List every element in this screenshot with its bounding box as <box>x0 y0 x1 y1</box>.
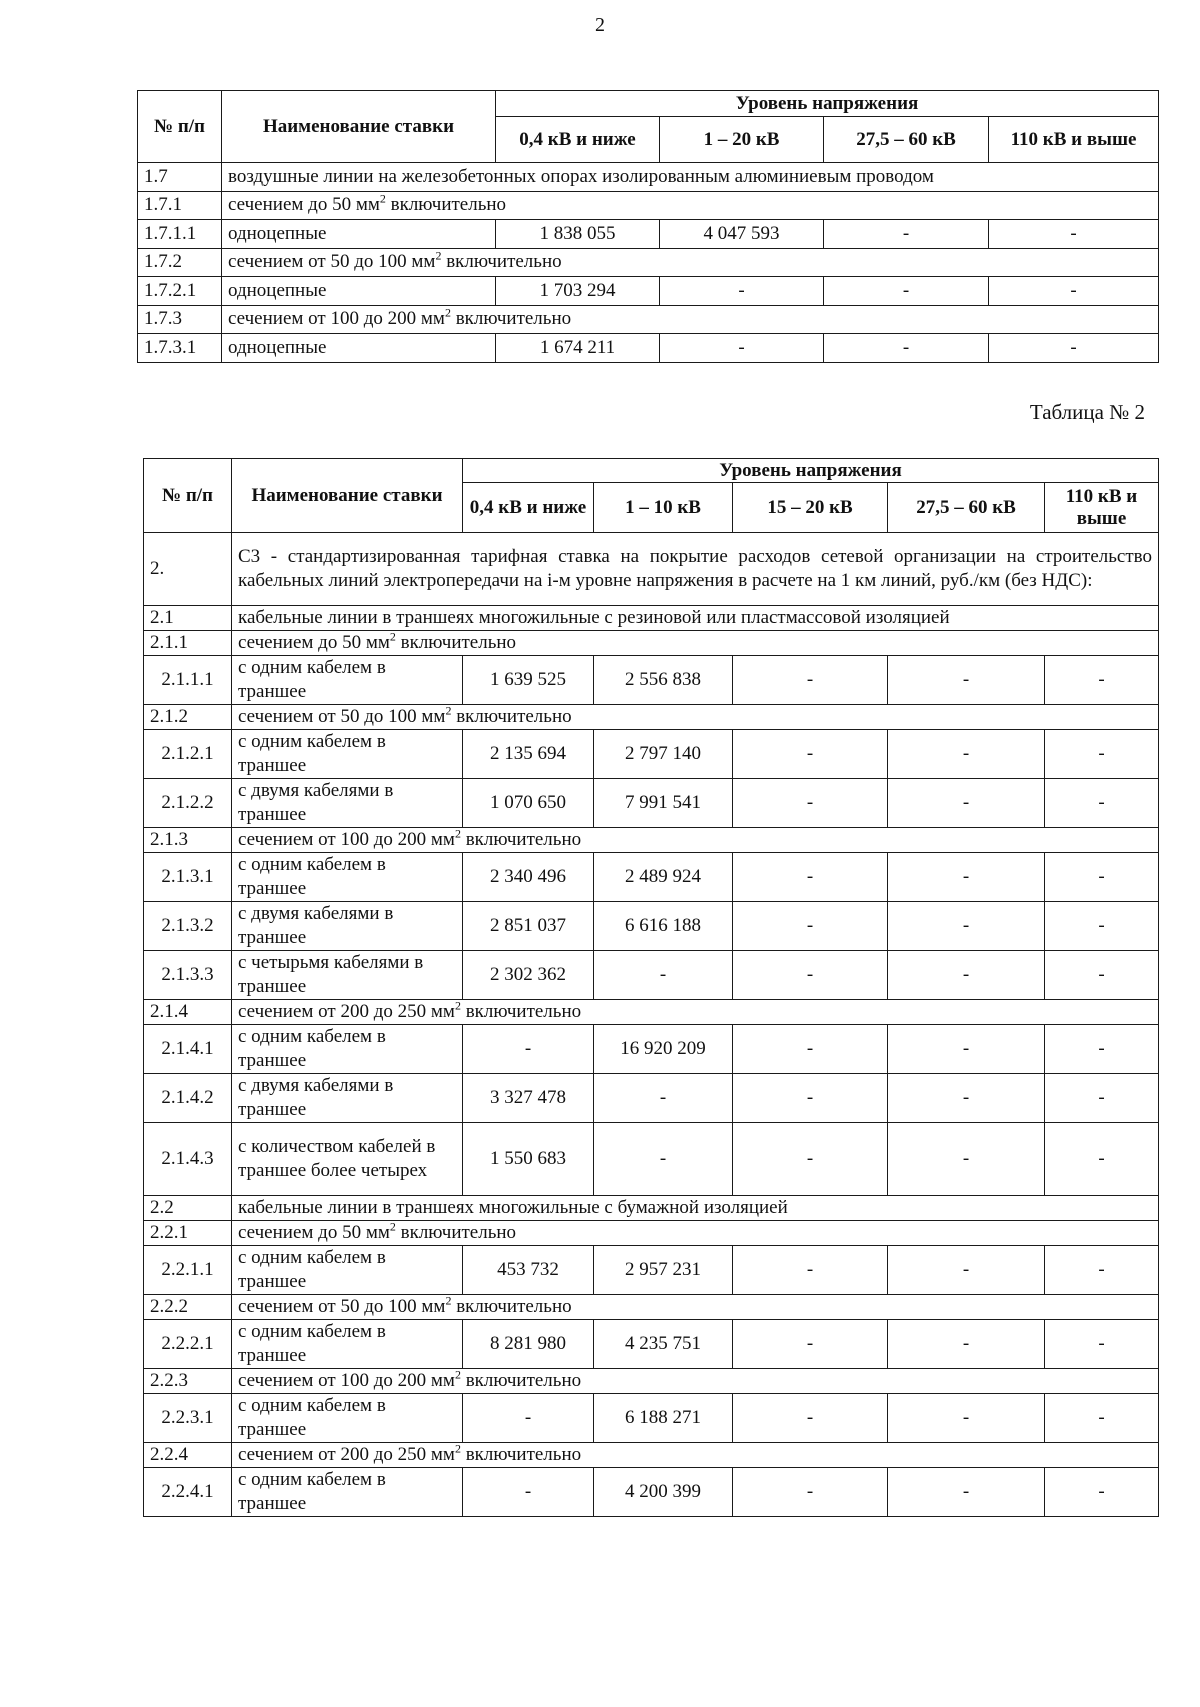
section-title-suffix: включительно <box>441 251 562 273</box>
section-title: воздушные линии на железобетонных опорах изолированным алюминиевым проводом <box>222 163 1159 192</box>
row-number: 2.1.3.1 <box>144 853 232 902</box>
section-title-text: сечением от 50 до 100 мм <box>238 706 446 727</box>
table2-body <box>144 533 1159 1517</box>
rate-name: с двумя кабелями в траншее <box>232 1074 463 1123</box>
section-title <box>222 191 1159 220</box>
rate-name: с одним кабелем в траншее <box>232 1468 463 1517</box>
rate-value: - <box>1045 1320 1159 1369</box>
header-name: Наименование ставки <box>222 91 496 163</box>
row-number: 2.2.4 <box>144 1443 232 1468</box>
row-number: 1.7.2.1 <box>138 277 222 306</box>
row-number: 2.1.1 <box>144 631 232 656</box>
section-title-suffix: включительно <box>395 632 517 653</box>
section-title-suffix: включительно <box>450 308 572 330</box>
header-level: 1 – 10 кВ <box>594 483 733 533</box>
rate-value: 2 489 924 <box>594 853 733 902</box>
row-number: 2.1.3.3 <box>144 951 232 1000</box>
rate-value: - <box>888 902 1045 951</box>
row-number: 2.1.4 <box>144 1000 232 1025</box>
rate-value: - <box>1045 951 1159 1000</box>
unit-exponent: 2 <box>444 305 451 320</box>
rate-value: - <box>1045 853 1159 902</box>
tariff-table-1 <box>137 90 1159 363</box>
table-row <box>144 1394 1159 1443</box>
row-number: 1.7.1 <box>138 191 222 220</box>
section-title-text: сечением до 50 мм <box>238 1222 390 1243</box>
header-num: № п/п <box>138 91 222 163</box>
rate-value: - <box>824 334 989 363</box>
section-title-text: сечением от 100 до 200 мм <box>228 308 445 330</box>
section-title-suffix: включительно <box>460 1370 582 1391</box>
row-number: 2.1.2.1 <box>144 730 232 779</box>
unit-exponent: 2 <box>454 1442 461 1456</box>
table-row <box>144 853 1159 902</box>
table-row <box>144 1320 1159 1369</box>
section-title <box>232 631 1159 656</box>
rate-value: 7 991 541 <box>594 779 733 828</box>
rate-value: - <box>733 1394 888 1443</box>
row-number: 2.2.3.1 <box>144 1394 232 1443</box>
rate-value: - <box>660 277 824 306</box>
header-level: 15 – 20 кВ <box>733 483 888 533</box>
header-level: 0,4 кВ и ниже <box>496 117 660 163</box>
row-number: 2.2.2.1 <box>144 1320 232 1369</box>
rate-name: одноцепные <box>222 334 496 363</box>
header-name: Наименование ставки <box>232 459 463 533</box>
section-row <box>138 248 1159 277</box>
rate-name: с количеством кабелей в траншее более четырех <box>232 1123 463 1196</box>
rate-value: - <box>594 951 733 1000</box>
rate-value: - <box>1045 1468 1159 1517</box>
section-title <box>232 1295 1159 1320</box>
table-row <box>138 220 1159 249</box>
rate-value: 16 920 209 <box>594 1025 733 1074</box>
unit-exponent: 2 <box>389 1220 396 1234</box>
header-voltage-group: Уровень напряжения <box>463 459 1159 483</box>
section-title <box>232 1443 1159 1468</box>
rate-name: с одним кабелем в траншее <box>232 1246 463 1295</box>
section-title-suffix: включительно <box>451 706 572 727</box>
section-title: кабельные линии в траншеях многожильные с резиновой или пластмассовой изоляцией <box>232 606 1159 631</box>
row-number: 2.2.4.1 <box>144 1468 232 1517</box>
row-number: 1.7.2 <box>138 248 222 277</box>
table1-body <box>138 163 1159 363</box>
rate-name: с одним кабелем в траншее <box>232 853 463 902</box>
header-level: 1 – 20 кВ <box>660 117 824 163</box>
rate-value: - <box>1045 730 1159 779</box>
section-title-suffix: включительно <box>460 829 582 850</box>
rate-value: - <box>888 1025 1045 1074</box>
section-title-suffix: включительно <box>460 1001 582 1022</box>
intro-row <box>144 533 1159 606</box>
rate-name: с четырьмя кабелями в траншее <box>232 951 463 1000</box>
rate-value: - <box>888 1074 1045 1123</box>
rate-value: - <box>888 1394 1045 1443</box>
rate-name: с одним кабелем в траншее <box>232 1394 463 1443</box>
rate-value: - <box>733 853 888 902</box>
row-number: 2.1 <box>144 606 232 631</box>
rate-value: - <box>1045 902 1159 951</box>
section-title-text: сечением от 50 до 100 мм <box>228 251 436 273</box>
table-row <box>138 334 1159 363</box>
rate-value: - <box>989 277 1159 306</box>
table-row <box>144 1468 1159 1517</box>
unit-exponent: 2 <box>435 248 442 263</box>
rate-value: - <box>733 656 888 705</box>
row-number: 2.1.4.3 <box>144 1123 232 1196</box>
table-row <box>144 1123 1159 1196</box>
intro-description: С3 - стандартизированная тарифная ставка на покрытие расходов сетевой организации на строительство кабельных линий электропередачи на i-м уровне напряжения в расчете на 1 км линий, руб./км (без НДС): <box>232 533 1159 606</box>
rate-value: - <box>888 1246 1045 1295</box>
header-level: 110 кВ и выше <box>989 117 1159 163</box>
section-row <box>144 631 1159 656</box>
rate-value: - <box>989 220 1159 249</box>
row-number: 2.1.2.2 <box>144 779 232 828</box>
rate-value: - <box>733 1468 888 1517</box>
unit-exponent: 2 <box>445 1294 452 1308</box>
rate-name: с одним кабелем в траншее <box>232 730 463 779</box>
tariff-table-2 <box>143 458 1159 1517</box>
unit-exponent: 2 <box>454 827 461 841</box>
rate-value: 3 327 478 <box>463 1074 594 1123</box>
rate-value: 2 957 231 <box>594 1246 733 1295</box>
section-row <box>144 1196 1159 1221</box>
rate-value: - <box>888 853 1045 902</box>
section-title-text: сечением до 50 мм <box>238 632 390 653</box>
rate-value: 4 235 751 <box>594 1320 733 1369</box>
page-number: 2 <box>595 14 605 36</box>
section-row <box>144 1000 1159 1025</box>
row-number: 2.2.2 <box>144 1295 232 1320</box>
row-number: 2.1.1.1 <box>144 656 232 705</box>
row-number: 1.7.3 <box>138 305 222 334</box>
table-row <box>138 277 1159 306</box>
section-title-text: сечением от 100 до 200 мм <box>238 829 455 850</box>
rate-value: - <box>888 1320 1045 1369</box>
rate-value: 1 703 294 <box>496 277 660 306</box>
rate-value: - <box>594 1074 733 1123</box>
rate-value: - <box>733 730 888 779</box>
row-number: 2.2.1.1 <box>144 1246 232 1295</box>
row-number: 2.1.3 <box>144 828 232 853</box>
table-row <box>144 1246 1159 1295</box>
rate-value: - <box>733 1246 888 1295</box>
section-title <box>232 705 1159 730</box>
rate-value: - <box>1045 1123 1159 1196</box>
rate-value: - <box>1045 1394 1159 1443</box>
rate-value: - <box>1045 656 1159 705</box>
section-title <box>232 1000 1159 1025</box>
rate-value: 1 550 683 <box>463 1123 594 1196</box>
rate-name: с одним кабелем в траншее <box>232 656 463 705</box>
section-title <box>232 1369 1159 1394</box>
section-row <box>144 1295 1159 1320</box>
section-title-text: сечением до 50 мм <box>228 194 380 216</box>
rate-value: - <box>888 1123 1045 1196</box>
section-title: кабельные линии в траншеях многожильные с бумажной изоляцией <box>232 1196 1159 1221</box>
rate-name: одноцепные <box>222 220 496 249</box>
rate-value: - <box>733 1074 888 1123</box>
header-level: 110 кВ и выше <box>1045 483 1159 533</box>
row-number: 1.7 <box>138 163 222 192</box>
section-title-text: сечением от 200 до 250 мм <box>238 1444 455 1465</box>
rate-value: - <box>660 334 824 363</box>
section-row <box>144 1221 1159 1246</box>
section-row <box>138 191 1159 220</box>
header-level: 0,4 кВ и ниже <box>463 483 594 533</box>
section-title-suffix: включительно <box>385 194 507 216</box>
section-title <box>222 248 1159 277</box>
rate-value: - <box>888 730 1045 779</box>
table-caption: Таблица № 2 <box>1029 400 1145 424</box>
rate-value: - <box>463 1394 594 1443</box>
rate-value: 1 838 055 <box>496 220 660 249</box>
section-row <box>144 828 1159 853</box>
row-number: 2.2.3 <box>144 1369 232 1394</box>
rate-value: 2 851 037 <box>463 902 594 951</box>
table-row <box>144 730 1159 779</box>
rate-value: 1 674 211 <box>496 334 660 363</box>
header-level: 27,5 – 60 кВ <box>888 483 1045 533</box>
rate-value: - <box>1045 1025 1159 1074</box>
rate-value: - <box>1045 1246 1159 1295</box>
table-row <box>144 1025 1159 1074</box>
rate-value: - <box>888 656 1045 705</box>
section-row <box>138 163 1159 192</box>
rate-value: - <box>733 779 888 828</box>
rate-value: - <box>733 1320 888 1369</box>
section-title <box>222 305 1159 334</box>
rate-value: - <box>733 902 888 951</box>
rate-value: 2 797 140 <box>594 730 733 779</box>
rate-value: 4 200 399 <box>594 1468 733 1517</box>
table-row <box>144 902 1159 951</box>
rate-value: - <box>733 951 888 1000</box>
table-row <box>144 1074 1159 1123</box>
rate-value: 4 047 593 <box>660 220 824 249</box>
rate-value: - <box>888 951 1045 1000</box>
row-number: 1.7.3.1 <box>138 334 222 363</box>
section-row <box>144 1369 1159 1394</box>
rate-value: 6 188 271 <box>594 1394 733 1443</box>
unit-exponent: 2 <box>379 191 386 206</box>
row-number: 1.7.1.1 <box>138 220 222 249</box>
rate-value: 453 732 <box>463 1246 594 1295</box>
section-row <box>144 606 1159 631</box>
section-row <box>138 305 1159 334</box>
section-title-text: сечением от 200 до 250 мм <box>238 1001 455 1022</box>
rate-value: - <box>989 334 1159 363</box>
rate-value: 2 302 362 <box>463 951 594 1000</box>
section-title <box>232 1221 1159 1246</box>
row-number: 2. <box>144 533 232 606</box>
row-number: 2.2.1 <box>144 1221 232 1246</box>
rate-name: одноцепные <box>222 277 496 306</box>
rate-value: - <box>733 1123 888 1196</box>
unit-exponent: 2 <box>389 630 396 644</box>
rate-value: 2 340 496 <box>463 853 594 902</box>
table-row <box>144 951 1159 1000</box>
row-number: 2.1.4.2 <box>144 1074 232 1123</box>
rate-value: - <box>463 1468 594 1517</box>
table-row <box>144 779 1159 828</box>
rate-name: с двумя кабелями в траншее <box>232 902 463 951</box>
header-voltage-group: Уровень напряжения <box>496 91 1159 117</box>
rate-value: - <box>733 1025 888 1074</box>
rate-name: с одним кабелем в траншее <box>232 1025 463 1074</box>
rate-value: 8 281 980 <box>463 1320 594 1369</box>
section-title-suffix: включительно <box>451 1296 572 1317</box>
row-number: 2.1.2 <box>144 705 232 730</box>
rate-value: - <box>824 220 989 249</box>
rate-name: с двумя кабелями в траншее <box>232 779 463 828</box>
rate-value: - <box>888 1468 1045 1517</box>
rate-value: - <box>824 277 989 306</box>
rate-value: 1 070 650 <box>463 779 594 828</box>
rate-value: - <box>1045 1074 1159 1123</box>
section-title-suffix: включительно <box>395 1222 517 1243</box>
section-title-text: сечением от 50 до 100 мм <box>238 1296 446 1317</box>
header-level: 27,5 – 60 кВ <box>824 117 989 163</box>
header-num: № п/п <box>144 459 232 533</box>
section-title <box>232 828 1159 853</box>
section-title-suffix: включительно <box>460 1444 582 1465</box>
rate-value: - <box>594 1123 733 1196</box>
section-row <box>144 705 1159 730</box>
unit-exponent: 2 <box>445 704 452 718</box>
section-title-text: сечением от 100 до 200 мм <box>238 1370 455 1391</box>
rate-value: - <box>888 779 1045 828</box>
table-row <box>144 656 1159 705</box>
rate-value: 6 616 188 <box>594 902 733 951</box>
rate-value: 1 639 525 <box>463 656 594 705</box>
unit-exponent: 2 <box>454 999 461 1013</box>
row-number: 2.1.4.1 <box>144 1025 232 1074</box>
row-number: 2.1.3.2 <box>144 902 232 951</box>
rate-value: 2 556 838 <box>594 656 733 705</box>
rate-name: с одним кабелем в траншее <box>232 1320 463 1369</box>
rate-value: - <box>1045 779 1159 828</box>
rate-value: 2 135 694 <box>463 730 594 779</box>
unit-exponent: 2 <box>454 1368 461 1382</box>
section-row <box>144 1443 1159 1468</box>
row-number: 2.2 <box>144 1196 232 1221</box>
rate-value: - <box>463 1025 594 1074</box>
